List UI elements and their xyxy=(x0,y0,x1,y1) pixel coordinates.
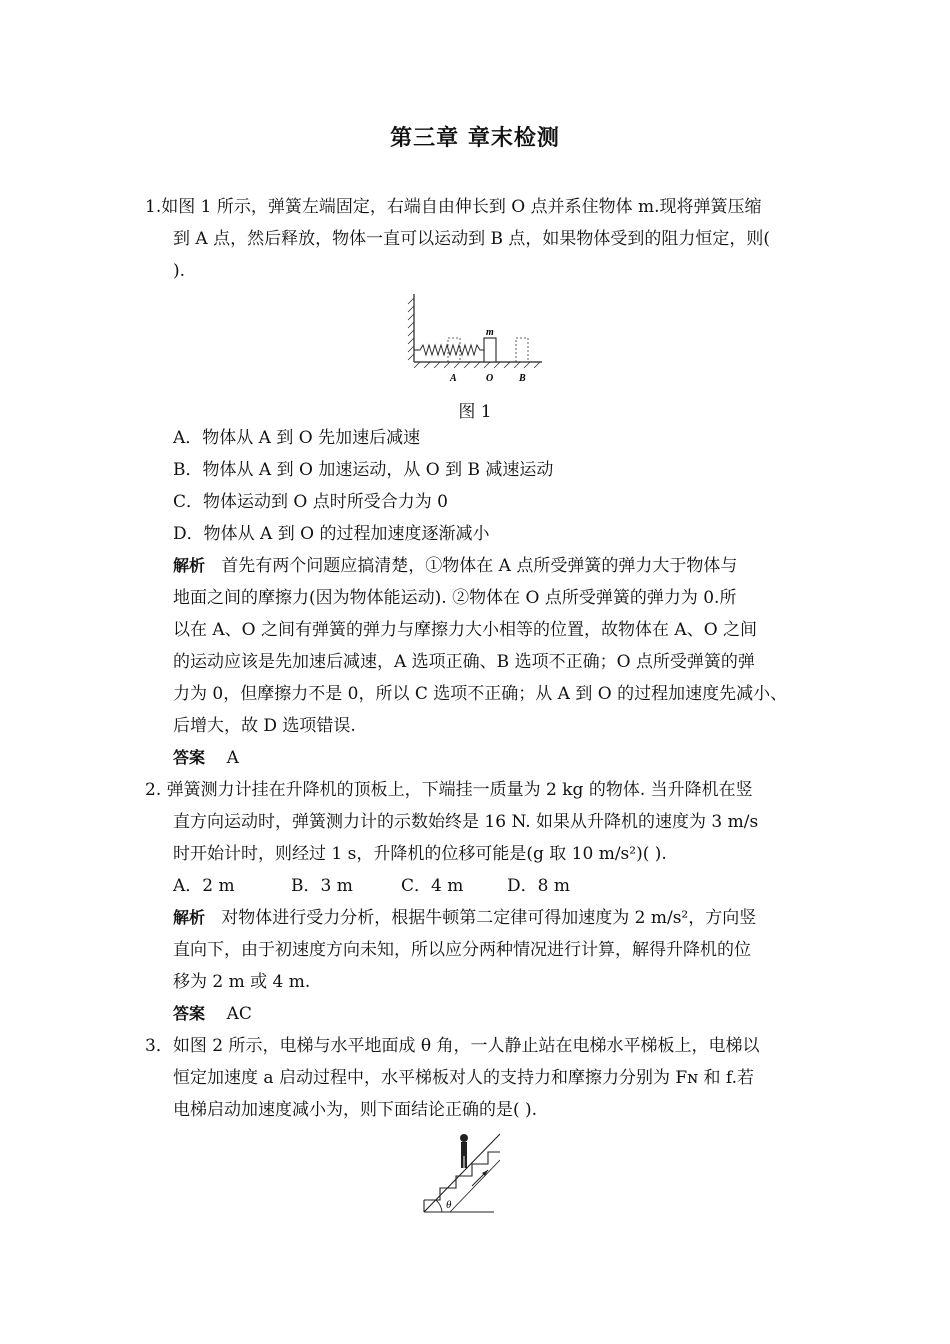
q1-stem-line-2: 到 A 点，然后释放，物体一直可以运动到 B 点，如果物体受到的阻力恒定，则( xyxy=(173,229,771,249)
q2-stem-line-3: 时开始计时，则经过 1 s，升降机的位移可能是(g 取 10 m/s²)( ). xyxy=(173,844,667,864)
q1-analysis-label: 解析 xyxy=(173,556,206,575)
q1-stem-line-1: 1.如图 1 所示，弹簧左端固定，右端自由伸长到 O 点并系住物体 m.现将弹簧压缩 xyxy=(145,197,762,217)
figure-1-caption: 图 1 xyxy=(458,402,492,422)
q1-option-c: C．物体运动到 O 点时所受合力为 0 xyxy=(173,492,448,512)
figure-2-escalator-diagram xyxy=(420,1124,500,1216)
chapter-title: 第三章 章末检测 xyxy=(390,126,560,151)
q1-analysis-line-1: 解析 首先有两个问题应搞清楚，①物体在 A 点所受弹簧的弹力大于物体与 xyxy=(173,556,738,576)
q1-analysis-line-2: 地面之间的摩擦力(因为物体能运动). ②物体在 O 点所受弹簧的弹力为 0.所 xyxy=(173,588,737,608)
q2-stem-line-1: 2. 弹簧测力计挂在升降机的顶板上，下端挂一质量为 2 kg 的物体. 当升降机在竖 xyxy=(145,780,753,800)
spring-coil xyxy=(414,345,484,355)
svg-text:m: m xyxy=(486,327,494,338)
svg-text:O: O xyxy=(486,373,494,384)
q2-answer-label: 答案 xyxy=(173,1004,206,1023)
q2-answer: 答案 AC xyxy=(173,1004,252,1024)
q1-option-a: A．物体从 A 到 O 先加速后减速 xyxy=(173,428,421,448)
svg-text:A: A xyxy=(450,373,457,384)
figure-1-spring-diagram xyxy=(402,290,548,386)
q1-stem-line-3: ). xyxy=(173,261,186,281)
q1-analysis-line-5: 力为 0，但摩擦力不是 0，所以 C 选项不正确；从 A 到 O 的过程加速度先减小、 xyxy=(173,684,788,704)
block-m xyxy=(484,338,496,362)
q1-option-d: D．物体从 A 到 O 的过程加速度逐渐减小 xyxy=(173,524,490,544)
svg-text:B: B xyxy=(519,373,526,384)
person-figure xyxy=(460,1134,468,1168)
q2-option-d: D．8 m xyxy=(507,876,570,896)
q3-stem-line-2: 恒定加速度 a 启动过程中，水平梯板对人的支持力和摩擦力分别为 Fɴ 和 f.若 xyxy=(173,1068,755,1088)
svg-text:θ: θ xyxy=(446,1199,452,1211)
q2-options xyxy=(173,876,570,896)
q3-stem-line-1: 3．如图 2 所示，电梯与水平地面成 θ 角，一人静止站在电梯水平梯板上，电梯以 xyxy=(145,1036,760,1056)
q1-analysis-line-4: 的运动应该是先加速后减速，A 选项正确、B 选项不正确；O 点所受弹簧的弹 xyxy=(173,652,755,672)
q2-analysis-line-1: 解析 对物体进行受力分析，根据牛顿第二定律可得加速度为 2 m/s²，方向竖 xyxy=(173,908,757,928)
q1-answer: 答案 A xyxy=(173,748,239,768)
q1-analysis-line-3: 以在 A、O 之间有弹簧的弹力与摩擦力大小相等的位置，故物体在 A、O 之间 xyxy=(173,620,758,640)
q1-option-b: B．物体从 A 到 O 加速运动，从 O 到 B 减速运动 xyxy=(173,460,554,480)
q2-option-c: C．4 m xyxy=(401,876,464,896)
q2-option-b: B．3 m xyxy=(291,876,353,896)
q2-analysis-line-2: 直向下，由于初速度方向未知，所以应分两种情况进行计算，解得升降机的位 xyxy=(173,940,751,960)
q3-stem-line-3: 电梯启动加速度减小为，则下面结论正确的是( ). xyxy=(173,1100,538,1120)
q2-stem-line-2: 直方向运动时，弹簧测力计的示数始终是 16 N. 如果从升降机的速度为 3 m/s xyxy=(173,812,759,832)
q2-analysis-line-3: 移为 2 m 或 4 m. xyxy=(173,972,311,992)
q1-answer-label: 答案 xyxy=(173,748,206,767)
q2-option-a: A．2 m xyxy=(173,876,235,896)
q1-analysis-line-6: 后增大，故 D 选项错误. xyxy=(173,716,356,736)
q2-analysis-label: 解析 xyxy=(173,908,206,927)
